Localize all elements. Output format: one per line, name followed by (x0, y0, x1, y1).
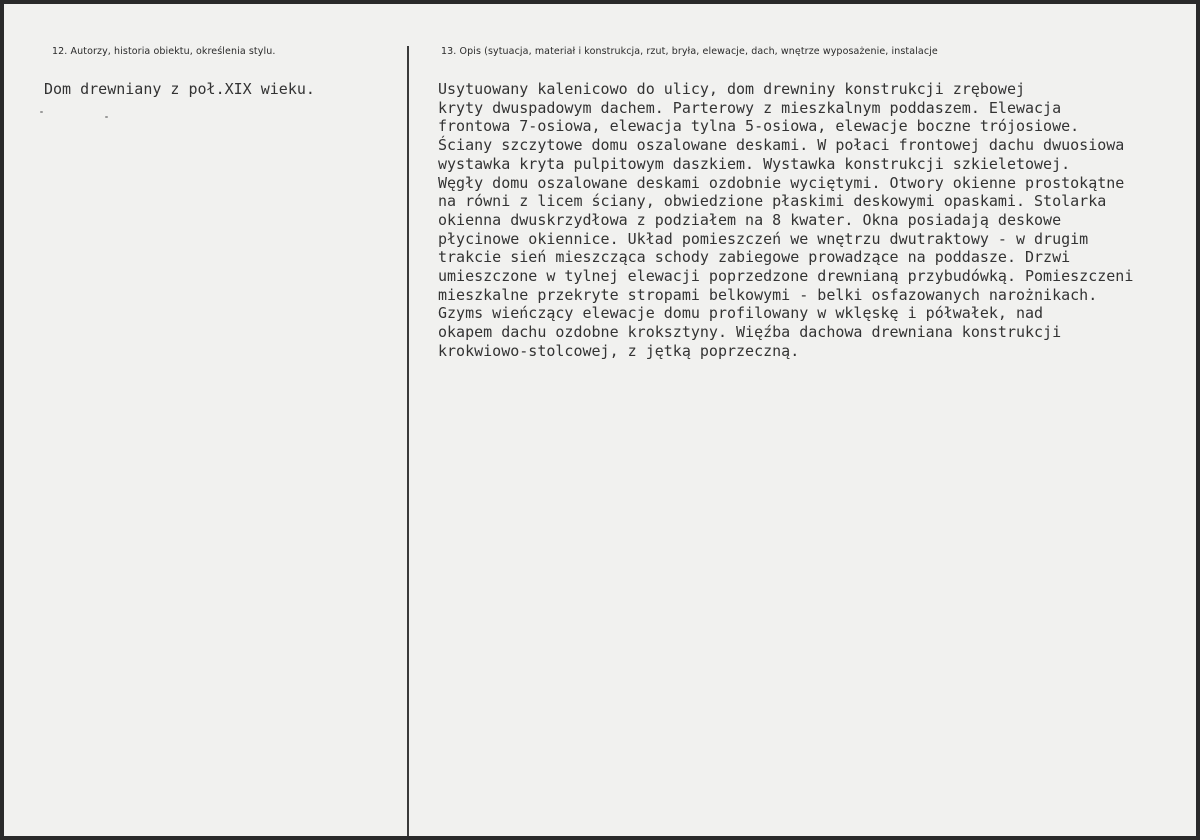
description-line: krokwiowo-stolcowej, z jętką poprzeczną. (438, 341, 800, 360)
description-line: płycinowe okiennice. Układ pomieszczeń we wnętrzu dwutraktowy - w drugim (438, 229, 1089, 248)
description-line: okienna dwuskrzydłowa z podziałem na 8 kwater. Okna posiadają deskowe (438, 210, 1062, 229)
catalog-card (4, 4, 1196, 836)
field-12-label: 12. Autorzy, historia obiektu, określenia stylu. (52, 46, 276, 57)
field-13-text (438, 80, 1133, 361)
description-line: Ściany szczytowe domu oszalowane deskami. W połaci frontowej dachu dwuosiowa (438, 136, 1125, 155)
description-line: Węgły domu oszalowane deskami ozdobnie wyciętymi. Otwory okienne prostokątne (438, 173, 1125, 192)
description-line: wystawka kryta pulpitowym daszkiem. Wystawka konstrukcji szkieletowej. (438, 154, 1071, 173)
field-12-text: Dom drewniany z poł.XIX wieku. (44, 80, 315, 98)
description-line: umieszczone w tylnej elewacji poprzedzone drewnianą przybudówką. Pomieszczeni (438, 267, 1134, 286)
description-line: Gzyms wieńczący elewacje domu profilowany w wklęskę i półwałek, nad (438, 304, 1044, 323)
description-line: na równi z licem ściany, obwiedzione płaskimi deskowymi opaskami. Stolarka (438, 192, 1107, 211)
description-line: mieszkalne przekryte stropami belkowymi - belki osfazowanych narożnikach. (438, 285, 1098, 304)
paper-speck (105, 116, 108, 118)
description-line: kryty dwuspadowym dachem. Parterowy z mieszkalnym poddaszem. Elewacja (438, 98, 1062, 117)
description-line: okapem dachu ozdobne kroksztyny. Więźba dachowa drewniana konstrukcji (438, 323, 1062, 342)
description-line: trakcie sień mieszcząca schody zabiegowe prowadzące na poddasze. Drzwi (438, 248, 1071, 267)
field-13-label: 13. Opis (sytuacja, materiał i konstrukcja, rzut, bryła, elewacje, dach, wnętrze wyposażenie, instalacje (441, 46, 938, 57)
paper-speck (40, 111, 43, 113)
description-line: frontowa 7-osiowa, elewacja tylna 5-osiowa, elewacje boczne trójosiowe. (438, 117, 1080, 136)
column-divider (407, 46, 409, 836)
description-line: Usytuowany kalenicowo do ulicy, dom drewniny konstrukcji zrębowej (438, 80, 1025, 98)
